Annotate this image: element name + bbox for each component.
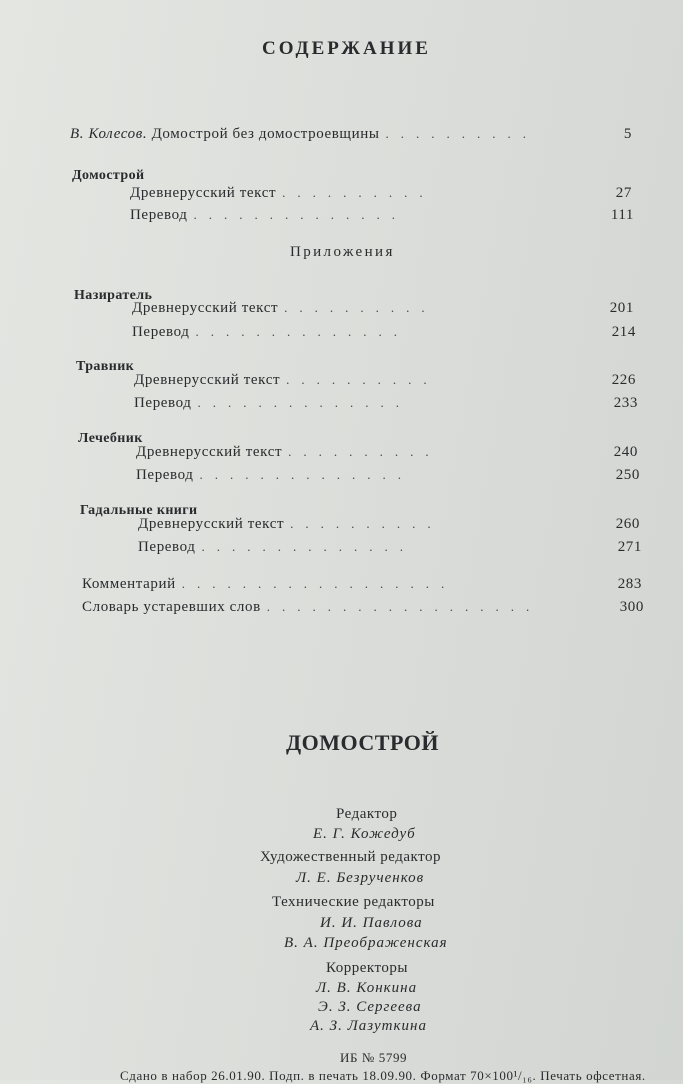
toc-entry-label: Древнерусский текст (130, 185, 277, 201)
toc-page-number: 111 (610, 207, 634, 223)
toc-page-number: 5 (623, 126, 632, 142)
toc-entry (136, 444, 638, 461)
toc-entry-label: Древнерусский текст (132, 300, 279, 316)
toc-page-number: 214 (611, 324, 636, 340)
book-title: ДОМОСТРОЙ (286, 730, 439, 755)
toc-entry (138, 516, 640, 533)
credit-role: Редактор (336, 806, 398, 822)
leader-dots: .................. (181, 576, 457, 591)
toc-entry-intro (70, 126, 632, 143)
toc-entry (138, 539, 642, 556)
credit-person: Е. Г. Кожедуб (313, 826, 416, 842)
toc-page-number: 300 (619, 599, 644, 615)
leader-dots: .......... (284, 300, 437, 315)
leader-dots: .......... (286, 372, 439, 387)
credit-person: Л. Е. Безрученков (296, 870, 425, 886)
intro-title-text: Домострой без домостроевщины (151, 126, 380, 142)
credit-person: А. З. Лазуткина (310, 1018, 427, 1034)
toc-page-number: 201 (609, 300, 634, 316)
toc-page-number: 260 (615, 516, 640, 532)
toc-page-number: 27 (615, 185, 632, 201)
toc-entry (82, 599, 644, 616)
leader-dots: .............. (199, 467, 414, 482)
toc-page-number: 226 (611, 372, 636, 388)
toc-entry (130, 185, 632, 202)
section-title-appendix: Травник (76, 359, 135, 374)
toc-entry-label: Перевод (134, 395, 192, 411)
leader-dots: .................. (266, 599, 542, 614)
section-title-appendix: Назиратель (74, 288, 153, 303)
leader-dots: .......... (385, 126, 539, 141)
credit-person: В. А. Преображенская (284, 935, 448, 951)
contents-heading: СОДЕРЖАНИЕ (262, 38, 431, 59)
toc-entry-label: Древнерусский текст (134, 372, 281, 388)
toc-entry (134, 395, 638, 412)
credit-person: Э. З. Сергеева (318, 999, 422, 1015)
toc-page-number: 250 (615, 467, 640, 483)
intro-author: В. Колесов. (70, 126, 148, 142)
toc-entry-label: Древнерусский текст (136, 444, 283, 460)
leader-dots: .............. (197, 395, 412, 410)
toc-page-number: 233 (613, 395, 638, 411)
toc-entry (132, 300, 634, 317)
credit-person: Л. В. Конкина (316, 980, 418, 996)
credit-person: И. И. Павлова (320, 915, 423, 931)
credit-role: Технические редакторы (272, 894, 435, 910)
toc-entry-label: Перевод (132, 324, 190, 340)
toc-entry-label: Словарь устаревших слов (82, 599, 261, 615)
toc-entry-label: Древнерусский текст (138, 516, 285, 532)
section-title-domostroy: Домострой (72, 168, 145, 183)
toc-entry-label: Перевод (138, 539, 196, 555)
toc-entry-title (70, 126, 380, 143)
leader-dots: .......... (288, 444, 441, 459)
toc-entry (136, 467, 640, 484)
toc-entry-label: Перевод (130, 207, 188, 223)
section-title-appendix: Лечебник (78, 431, 143, 446)
leader-dots: .......... (282, 185, 435, 200)
toc-entry (130, 207, 634, 224)
toc-entry (132, 324, 636, 341)
appendix-heading: Приложения (290, 244, 395, 260)
credit-role: Корректоры (326, 960, 408, 976)
toc-entry-label: Перевод (136, 467, 194, 483)
leader-dots: .......... (290, 516, 443, 531)
leader-dots: .............. (193, 207, 408, 222)
section-title-appendix: Гадальные книги (80, 503, 198, 518)
credit-role: Художественный редактор (260, 849, 441, 865)
toc-page-number: 240 (613, 444, 638, 460)
toc-page-number: 271 (617, 539, 642, 555)
imprint-details: Сдано в набор 26.01.90. Подп. в печать 18.09.90. Формат 70×100¹/₁₆. Печать офсетная. (120, 1068, 646, 1083)
toc-entry (82, 576, 642, 593)
imprint-ib: ИБ № 5799 (340, 1050, 408, 1065)
toc-entry (134, 372, 636, 389)
leader-dots: .............. (201, 539, 416, 554)
toc-entry-label: Комментарий (82, 576, 176, 592)
leader-dots: .............. (195, 324, 410, 339)
toc-page-number: 283 (617, 576, 642, 592)
